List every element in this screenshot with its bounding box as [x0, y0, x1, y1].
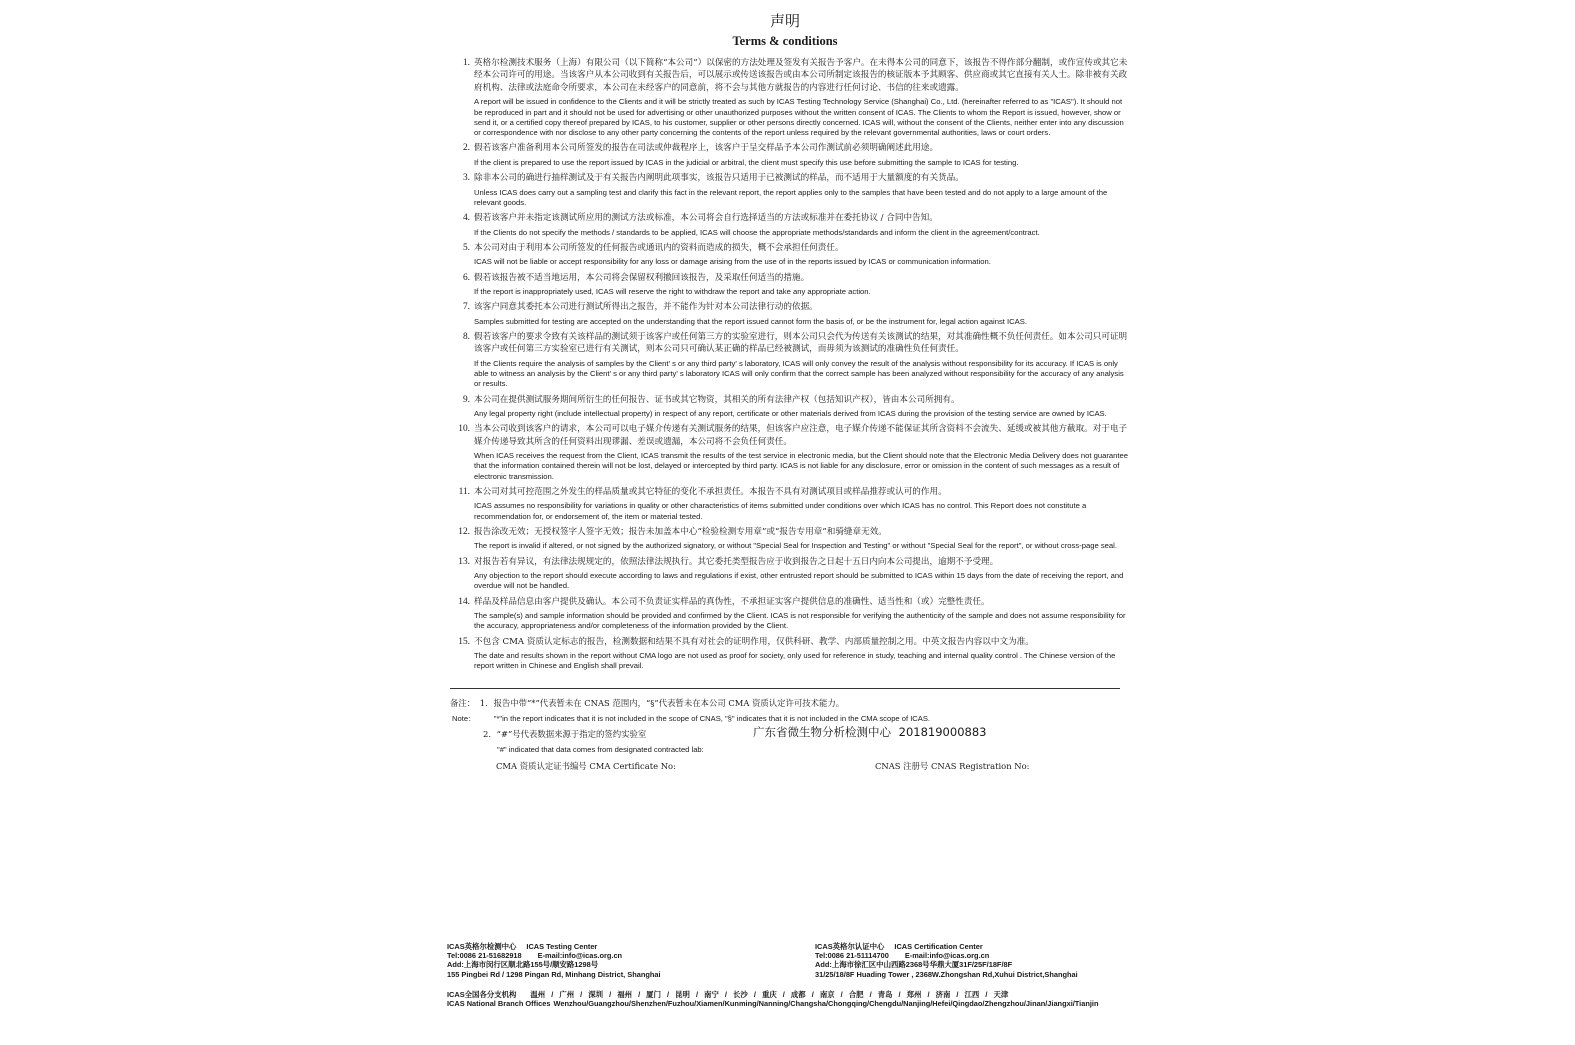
clause-3: [440, 172, 1130, 208]
title-en: Terms & conditions: [732, 34, 838, 48]
cnas-registration-label: CNAS 注册号 CNAS Registration No:: [875, 760, 1030, 771]
clause-body: [474, 172, 1130, 208]
clause-number: 12.: [458, 527, 470, 538]
note-2-cn: “#”号代表数据来源于指定的签约实验室: [496, 728, 647, 739]
testing-center-addr-en: 155 Pingbei Rd / 1298 Pingan Rd, Minhang District, Shanghai: [447, 969, 661, 979]
clause-text-cn: 不包含 CMA 资质认定标志的报告，检测数据和结果不具有对社会的证明作用，仅供科研、教学、内部质量控制之用。中英文报告内容以中文为准。: [474, 636, 1034, 647]
clause-number: 15.: [458, 636, 470, 647]
notes-label-en: Note：: [452, 713, 476, 723]
clause-body: [474, 242, 1130, 268]
note-1-cn: 报告中带“*”代表暂未在 CNAS 范围内，“§”代表暂未在本公司 CMA 资质认定许可技术能力。: [493, 697, 845, 708]
clause-14: [440, 596, 1130, 632]
divider: [450, 688, 1120, 689]
testing-center-tel: Tel:0086 21-51682918: [447, 951, 522, 961]
clause-body: [474, 212, 1130, 238]
clause-number: 6.: [462, 272, 470, 283]
clause-text-en: If the Clients require the analysis of samples by the Client' s or any third party' s laboratory, ICAS will only convey the result of the analysis without responsibility for its accuracy. If ICAS is only able to witness an analysis by the Client' s or any third party' s laboratory ICAS will only confirm that the correct sample has been analyzed without responsibility for the accuracy of any analysis or results.: [474, 358, 1124, 389]
clause-text-cn: 报告涂改无效；无授权签字人签字无效；报告未加盖本中心“检验检测专用章”或“报告专用章”和骑缝章无效。: [474, 527, 887, 538]
clause-11: [440, 486, 1130, 522]
clause-text-cn: 本公司对其可控范围之外发生的样品质量或其它特征的变化不承担责任。本报告不具有对测试项目或样品推荐或认可的作用。: [474, 487, 947, 498]
testing-center-name-cn: ICAS英格尔检测中心: [447, 942, 517, 951]
clause-8: [440, 331, 1130, 390]
branch-label-cn: ICAS全国各分支机构: [447, 990, 517, 999]
cert-center-addr-cn: Add:上海市徐汇区中山西路2368号华鼎大厦31F/25F/18F/8F: [815, 960, 1013, 970]
clause-text-en: ICAS assumes no responsibility for variations in quality or other characteristics of items submitted under conditions over which ICAS has no control. This Report does not constitute a recommendation for, or endorsement of, the item or material tested.: [474, 501, 1087, 521]
footer-testing-center: [447, 942, 661, 979]
clause-6: [440, 272, 1130, 298]
branch-offices: [447, 990, 1098, 1008]
clause-number: 5.: [462, 242, 470, 253]
clause-15: [440, 636, 1130, 672]
clause-body: [474, 486, 1130, 522]
clause-10: [440, 423, 1130, 482]
clause-body: [474, 596, 1130, 632]
clause-body: [474, 526, 1130, 552]
clause-number: 7.: [462, 302, 470, 313]
lab-code: 201819000883: [898, 724, 987, 739]
clause-body: [474, 272, 1130, 298]
clause-text-en: The date and results shown in the report without CMA logo are not used as proof for society, only used for reference in study, teaching and internal quality control . The Chinese version of the report written in Chinese and English shall prevail.: [474, 651, 1116, 671]
clause-text-en: The sample(s) and sample information should be provided and confirmed by the Client. ICAS is not responsible for verifying the authenticity of the sample and does not assume responsibility for the accuracy, appropriateness and/or completeness of the information provided by the Client.: [474, 611, 1126, 631]
cert-center-tel: Tel:0086 21-51114700: [815, 951, 889, 961]
clause-body: [474, 331, 1130, 390]
clause-text-cn: 假若该报告被不适当地运用，本公司将会保留权利撤回该报告，及采取任何适当的措施。: [474, 272, 810, 283]
clause-list: [440, 57, 1130, 672]
clause-5: [440, 242, 1130, 268]
clause-text-cn: 假若该客户准备利用本公司所签发的报告在司法或仲裁程序上，该客户于呈交样品予本公司作测试前必须明确阐述此用途。: [474, 143, 939, 154]
notes-label-cn: 备注：: [450, 697, 476, 708]
clause-text-en: If the report is inappropriately used, ICAS will reserve the right to withdraw the report and take any appropriate action.: [474, 286, 871, 296]
clause-text-en: Samples submitted for testing are accepted on the understanding that the report issued cannot form the basis of, or be the instrument for, legal action against ICAS.: [474, 316, 1027, 326]
clause-text-en: A report will be issued in confidence to the Clients and it will be strictly treated as such by ICAS Testing Technology Service (Shanghai) Co., Ltd. (hereinafter referred to as "ICAS"). It should not be reproduced in part and it should not be used for advertising or other unauthorized purposes without the written consent of ICAS. The Clients to whom the Report is issued, however, show or send it, or a certified copy thereof prepared by ICAS, to his customer, supplier or other persons directly concerned. ICAS will, without the consent of the Clients, neither enter into any discussion or correspondence with nor disclose to any other party concerning the contents of the report unless required by the relevant governmental authorities, laws or court orders.: [474, 97, 1124, 138]
clause-number: 14.: [458, 596, 470, 607]
clause-text-en: Any legal property right (include intellectual property) in respect of any report, certificate or other materials derived from ICAS during the provision of the testing service are owned by ICAS.: [474, 409, 1107, 419]
clause-number: 8.: [462, 331, 470, 342]
terms-document: [440, 8, 1130, 775]
clause-text-cn: 本公司在提供测试服务期间所衍生的任何报告、证书或其它物资，其相关的所有法律产权（包括知识产权），皆由本公司所拥有。: [474, 394, 960, 405]
clause-number: 13.: [458, 556, 470, 567]
clause-body: [474, 636, 1130, 672]
clause-text-en: ICAS will not be liable or accept responsibility for any loss or damage arising from the use of in the reports issued by ICAS or communication information.: [474, 257, 991, 267]
clause-text-cn: 当本公司收到该客户的请求，本公司可以电子媒介传递有关测试服务的结果，但该客户应注意，电子媒介传递不能保证其所含资料不会流失、延缓或被其他方截取。对于电子媒介传递导致其所含的任何资料出现谬漏、差误或遗漏，本公司将不会负任何责任。: [474, 424, 1128, 447]
clause-1: [440, 57, 1130, 138]
clause-number: 3.: [462, 173, 470, 184]
clause-text-cn: 本公司对由于利用本公司所签发的任何报告或通讯内的资料而造成的损失，概不会承担任何责任。: [474, 242, 844, 253]
clause-body: [474, 301, 1130, 327]
cert-center-name-en: ICAS Certification Center: [894, 942, 983, 951]
branch-label-en: ICAS National Branch Offices: [447, 999, 551, 1009]
clause-9: [440, 394, 1130, 420]
note-1-en: "*"in the report indicates that it is not included in the scope of CNAS, "§" indicates that it is not included in the CMA scope of ICAS.: [493, 713, 931, 723]
footer-certification-center: [815, 942, 1078, 979]
clause-number: 2.: [462, 143, 470, 154]
title-cn: 声明: [769, 12, 800, 30]
clause-number: 10.: [458, 424, 470, 435]
cert-center-email: E-mail:info@icas.org.cn: [904, 951, 990, 961]
clause-4: [440, 212, 1130, 238]
clause-text-cn: 英格尔检测技术服务（上海）有限公司（以下简称“本公司”）以保密的方法处理及签发有关报告予客户。在未得本公司的同意下，该报告不得作部分翻制，或作宣传或其它未经本公司许可的用途。当该客户从本公司收到有关报告后，可以展示或传送该报告或由本公司所制定该报告的核证版本予其顾客、供应商或其它直接有关人士。除非被有关政府机构、法律或法庭命令所要求，本公司在未经客户的同意前，将不会与其他方就报告的内容进行任何讨论、书信的往来或遗露。: [474, 58, 1128, 93]
clause-text-cn: 对报告若有异议，有法律法规规定的，依照法律法规执行。其它委托类型报告应于收到报告之日起十五日内向本公司提出，逾期不予受理。: [474, 556, 999, 567]
clause-body: [474, 142, 1130, 168]
testing-center-addr-cn: Add:上海市闵行区顺北路155号/顺安路1298号: [447, 960, 599, 970]
note-1-num: 1.: [479, 697, 488, 708]
clause-body: [474, 556, 1130, 592]
clause-12: [440, 526, 1130, 552]
branch-cities-cn: 温州 / 广州 / 深圳 / 福州 / 厦门 / 昆明 / 南宁 / 长沙 / 重庆 / 成都 / 南京 / 合肥 / 青岛 / 郑州 / 济南 / 江西 / 天津: [530, 990, 1009, 999]
clause-text-cn: 样品及样品信息由客户提供及确认。本公司不负责证实样品的真伪性，不承担证实客户提供信息的准确性、适当性和（或）完整性责任。: [474, 596, 990, 607]
clause-7: [440, 301, 1130, 327]
clause-text-en: Unless ICAS does carry out a sampling test and clarify this fact in the relevant report, the report applies only to the samples that have been tested and do not apply to a large amount of the relevant goods.: [474, 187, 1108, 207]
clause-body: [474, 423, 1130, 482]
cert-center-name-cn: ICAS英格尔认证中心: [815, 942, 885, 951]
clause-text-cn: 假若该客户并未指定该测试所应用的测试方法或标准，本公司将会自行选择适当的方法或标准并在委托协议 / 合同中告知。: [474, 213, 938, 224]
clause-text-cn: 假若该客户的要求令致有关该样品的测试须于该客户或任何第三方的实验室进行，则本公司只会代为传送有关该测试的结果，对其准确性概不负任何责任。如本公司只可证明该客户或任何第三方实验室已进行有关测试，则本公司只可确认某正确的样品已经被测试，而毋须为该测试的准确性负任何责任。: [474, 331, 1128, 355]
testing-center-name-en: ICAS Testing Center: [526, 942, 598, 951]
clause-text-en: Any objection to the report should execute according to laws and regulations if exist, other entrusted report should be submitted to ICAS within 15 days from the date of receiving the report, and overdue will not be handled.: [474, 571, 1124, 591]
clause-number: 4.: [462, 213, 470, 224]
clause-text-en: If the client is prepared to use the report issued by ICAS in the judicial or arbitral, the client must specify this use before submitting the sample to ICAS for testing.: [474, 157, 1019, 167]
clause-text-cn: 除非本公司的确进行抽样测试及于有关报告内阐明此项事实，该报告只适用于已被测试的样品，而不适用于大量额度的有关货品。: [474, 173, 964, 184]
note-2-num: 2.: [483, 728, 491, 739]
clause-number: 9.: [462, 394, 470, 405]
branch-cities-en: Wenzhou/Guangzhou/Shenzhen/Fuzhou/Xiamen/Kunming/Nanning/Changsha/Chongqing/Chengdu/Nanjing/Hefei/Qingdao/Zhengzhou/Jinan/Jiangxi/Tianjin: [553, 999, 1099, 1009]
clause-number: 1.: [462, 58, 470, 68]
clause-text-en: If the Clients do not specify the methods / standards to be applied, ICAS will choose the appropriate methods/standards and inform the client in the agreement/contract.: [474, 227, 1040, 237]
notes-section: [440, 697, 1130, 775]
note-2-en: "#" indicated that data comes from designated contracted lab:: [497, 744, 704, 754]
cma-certificate-label: CMA 资质认定证书编号 CMA Certificate No:: [496, 760, 676, 771]
clause-number: 11.: [458, 487, 470, 498]
clause-text-cn: 该客户同意其委托本公司进行测试所得出之报告，并不能作为针对本公司法律行动的依据。: [474, 302, 818, 313]
clause-13: [440, 556, 1130, 592]
clause-2: [440, 142, 1130, 168]
lab-name: 广东省微生物分析检测中心: [753, 724, 891, 739]
clause-body: [474, 394, 1130, 420]
clause-text-en: When ICAS receives the request from the Client, ICAS transmit the results of the test service in electronic media, but the Client should note that the Electronic Media Delivery does not guarantee that the information contained therein will not be lost, delayed or intercepted by third party. ICAS is not liable for any disclosure, error or omission in the content of such messages as a result of electronic transmission.: [474, 451, 1129, 481]
clause-body: [474, 57, 1130, 138]
testing-center-email: E-mail:info@icas.org.cn: [537, 951, 623, 961]
cert-center-addr-en: 31/25/18/8F Huading Tower , 2368W.Zhongshan Rd,Xuhui District,Shanghai: [815, 969, 1078, 979]
clause-text-en: The report is invalid if altered, or not signed by the authorized signatory, or without "Special Seal for Inspection and Testing" or without "Special Seal for the report", or without cross-page seal.: [474, 541, 1117, 551]
